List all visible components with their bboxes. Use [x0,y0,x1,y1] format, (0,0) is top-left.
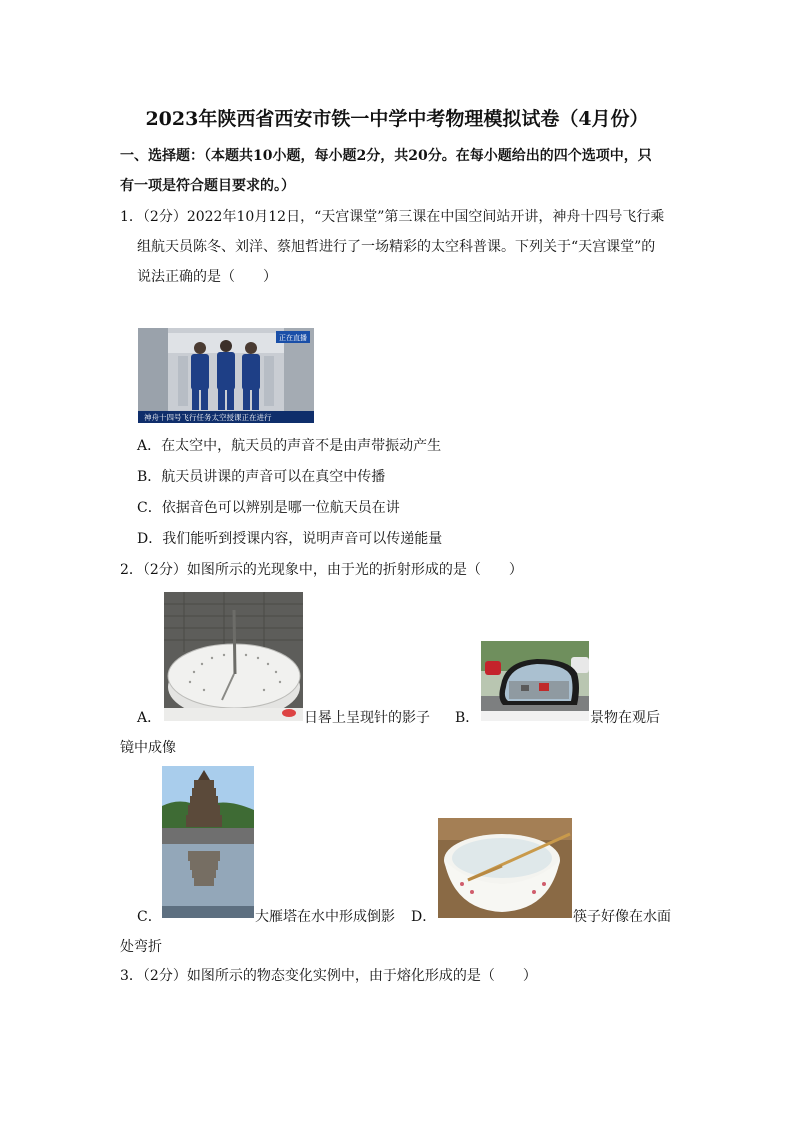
q2-bowl-image [438,818,572,918]
q1-astronauts-image [138,328,314,423]
q2-option-b-text: 景物在观后 [590,710,660,726]
q2-option-a-text: 日晷上呈现针的影子 [304,710,430,726]
q2-option-d-text: 筷子好像在水面 [573,909,671,925]
q2-option-d-text-cont: 处弯折 [120,939,162,955]
q2-stem: 2．（2分）如图所示的光现象中，由于光的折射形成的是（ ） [120,562,523,578]
q3-stem: 3．（2分）如图所示的物态变化实例中，由于熔化形成的是（ ） [120,968,537,984]
q1-option-b: B．航天员讲课的声音可以在真空中传播 [137,469,386,485]
q1-stem-line3: 说法正确的是（ ） [137,269,277,285]
q2-option-b-label: B． [455,710,480,726]
q1-image-banner: 神舟十四号飞行任务太空授课正在进行 [144,413,272,422]
q2-option-b-text-cont: 镜中成像 [120,740,176,756]
q1-image-logo: 正在直播 [279,334,307,342]
q2-option-c-label: C． [137,909,162,925]
q2-sundial-image [164,592,303,721]
q2-option-d-label: D． [411,909,437,925]
q2-mirror-image [481,641,589,721]
page-title: 2023年陕西省西安市铁一中学中考物理模拟试卷（4月份） [145,108,649,130]
q2-option-a-label: A． [137,710,162,726]
section-heading-line1: 一、选择题：（本题共10小题，每小题2分，共20分。在每小题给出的四个选项中，只 [120,148,652,164]
section-heading-line2: 有一项是符合题目要求的。） [120,178,295,194]
q2-option-c-text: 大雁塔在水中形成倒影 [255,909,395,925]
q1-option-c: C．依据音色可以辨别是哪一位航天员在讲 [137,500,400,516]
q1-option-a: A．在太空中，航天员的声音不是由声带振动产生 [137,438,442,454]
q1-option-d: D．我们能听到授课内容，说明声音可以传递能量 [137,531,443,547]
q1-stem-line1: 1．（2分）2022年10月12日，“天宫课堂”第三课在中国空间站开讲，神舟十四号飞行乘 [120,209,665,225]
q1-stem-line2: 组航天员陈冬、刘洋、蔡旭哲进行了一场精彩的太空科普课。下列关于“天宫课堂”的 [137,239,656,255]
q2-pagoda-image [162,766,254,918]
